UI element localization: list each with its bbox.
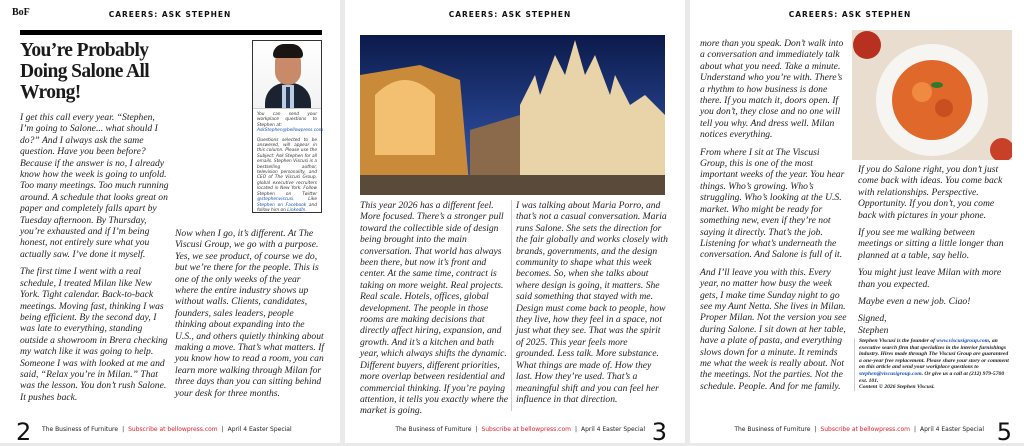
milan-cathedral-photo bbox=[360, 35, 665, 195]
paragraph: You might just leave Milan with more than you expected. bbox=[858, 267, 1002, 290]
paragraph: The first time I went with a real schedule, I treated Milan like New York. Tight calendar. Back-to-back meetings. Moving fast, thinking I was being efficient. By the second day, I was late to everything, standing outside a showroom in Brera checking my watch like it was going to help. Someone I was with looked at me and said, “Relax you’re in Milan.” That was the lesson. You don’t rush Salone. It pushes back. bbox=[20, 266, 168, 403]
page-number: 3 bbox=[651, 418, 667, 446]
bof-logo: BoF bbox=[12, 7, 30, 18]
section-header: CAREERS: ASK STEPHEN bbox=[448, 10, 572, 19]
column-1 bbox=[20, 112, 170, 409]
twitter-link[interactable]: @stephenviscusi. bbox=[257, 197, 295, 203]
paragraph: Maybe even a new job. Ciao! bbox=[858, 296, 971, 308]
paragraph: If you do Salone right, you don’t just come back with ideas. You come back with relationships. Perspective. Opportunity. If you don’t, you come back with pictures in your phone. bbox=[858, 164, 1003, 221]
column-2 bbox=[175, 228, 325, 405]
section-header: CAREERS: ASK STEPHEN bbox=[788, 10, 912, 19]
page-number: 2 bbox=[16, 418, 32, 446]
stephen-email-link[interactable]: stephen@viscusigroup.com bbox=[859, 370, 922, 377]
footer: The Business of Furniture | Subscribe at bellowpress.com | April 4 Easter Special bbox=[734, 426, 984, 433]
paragraph: I get this call every year. “Stephen, I’m going to Salone... what should I do?” And I always ask the same question. Have you been before? Because if the answer is no, I already know how the week is going to unfold. Too many meetings. Too much running around. A schedule that looks great on paper and completely falls apart by Tuesday afternoon. By Thursday, you’re exhausted and if I’m being honest, not entirely sure what you actually saw. I’ve done it myself. bbox=[20, 112, 169, 260]
facebook-link[interactable]: Stephen on Facebook bbox=[257, 202, 307, 208]
paragraph: From where I sit at The Viscusi Group, this is one of the most important weeks of the year. You hear things. Who’s growing. Who’s struggling. Who’s looking at the U.S. market. Who might be ready for something new, even if they’re not saying it directly. That’s the job. Listening for what’s underneath the conversation. And Salone is full of it. bbox=[700, 146, 845, 261]
column-1 bbox=[360, 200, 510, 423]
paragraph: I was talking about Maria Porro, and that’s not a casual conversation. Maria runs Salone. She sets the direction for the fair globally and works closely with brands, governments, and the design community to shape what this week becomes. So, when she talks about where design is going, it matters. She said something that stayed with me. Design must come back to people, how they live, how they feel in a space, not just what they see. That was the spirit of 2025. This year feels more grounded. Less talk. More substance. What things are made of. How they last. How they’re used. That’s a meaningful shift and you can feel her influence in that direction. bbox=[516, 200, 668, 405]
signoff: Signed, Stephen bbox=[858, 313, 889, 336]
paragraph: If you see me walking between meetings or sitting a little longer than planned at a table, say hello. bbox=[858, 227, 1004, 261]
header-rule bbox=[20, 30, 322, 35]
page-3 bbox=[345, 0, 685, 446]
paragraph: And I’ll leave you with this. Every year, no matter how busy the week gets, I make time Sunday night to go see my Aunt Netta. She lives in Milan. Proper Milan. Not the version you see during Salone. I sit down at her table, have a plate of pasta, and everything slows down for a minute. It reminds me what the week is really about. Not the meetings. Not the parties. Not the schedule. People. And for me family. bbox=[700, 266, 847, 392]
paragraph: Now when I go, it’s different. At The Viscusi Group, we go with a purpose. Yes, we see product, of course we do, but we’re there for the people. This is one of the only weeks of the year where the entire industry shows up without walls. Clients, candidates, founders, sales leaders, people thinking about expanding into the U.S., and others quietly thinking about making a move. That’s what matters. If you know how to read a room, you can learn more walking through Milan for three days than you can sitting behind your desk for three months. bbox=[175, 228, 325, 399]
linkedin-link[interactable]: LinkedIn. bbox=[287, 207, 307, 213]
page-2 bbox=[0, 0, 340, 446]
subscribe-link[interactable]: Subscribe at bellowpress.com bbox=[481, 426, 571, 433]
paragraph: This year 2026 has a different feel. More focused. There’s a stronger pull toward the collectible side of design being brought into the main conversation. That world has always been there, but now it’s front and center. At the same time, contract is taking on more weight. Real projects. Real scale. Hotels, offices, global development. The people in those rooms are making decisions that directly affect hiring, expansion, and growth. And it’s a kitchen and bath year, which always shifts the dynamic. Different buyers, different priorities, more overlap between residential and commercial thinking. If you’re paying attention, it tells you exactly where the market is going. bbox=[360, 200, 509, 417]
column-1 bbox=[700, 38, 848, 398]
footer: The Business of Furniture | Subscribe at bellowpress.com | April 4 Easter Special bbox=[42, 426, 292, 433]
author-photo bbox=[253, 41, 321, 109]
page-5 bbox=[690, 0, 1024, 446]
column-2 bbox=[858, 164, 1008, 342]
page-number: 5 bbox=[996, 418, 1012, 446]
subscribe-link[interactable]: Subscribe at bellowpress.com bbox=[128, 426, 218, 433]
section-header: CAREERS: ASK STEPHEN bbox=[108, 10, 232, 19]
sidebar-text: You can send your workplace questions to Stephen at: AskStephen@bellowpress.com Questions selected to be answered, will appear in this column. Please use the Subject: Ask Stephen for all emails. Stephen Viscusi is a bestselling author, television personality, and CEO of The Viscusi Group, global executive recruiters located in New York. Follow Stephen on Twitter @stephenviscusi. Like Stephen on Facebook and follow him on LinkedIn. bbox=[257, 112, 323, 213]
paragraph: more than you speak. Don’t walk into a conversation and immediately talk about what you need. Take a minute. Understand who you’re with. There’s a rhythm to how business is done there. If you match it, doors open. If you don’t, they close and no one will tell you why. And dress well. Milan notices everything. bbox=[700, 38, 844, 141]
pasta-photo bbox=[852, 30, 1012, 160]
ask-stephen-email-link[interactable]: AskStephen@bellowpress.com bbox=[257, 128, 323, 134]
subscribe-link[interactable]: Subscribe at bellowpress.com bbox=[820, 426, 910, 433]
viscusi-website-link[interactable]: www.viscusigroup.com bbox=[936, 338, 990, 344]
column-2 bbox=[511, 200, 668, 411]
footer: The Business of Furniture | Subscribe at bellowpress.com | April 4 Easter Special bbox=[395, 426, 645, 433]
article-title: You’re Probably Doing Salone All Wrong! bbox=[20, 40, 150, 103]
author-sidebar bbox=[252, 40, 322, 213]
author-bio: Stephen Viscusi is the founder of www.viscusigroup.com, an executive search firm that specializes in the interior furnishings industry. Hires made through The Viscusi Group are guaranteed a one-year free replacement. Please share your story or comment on this article and send your workplace questions to stephen@viscusigroup.com. Or give us a call at (212) 979-5700 ext. 101. Content © 2026 Stephen Viscusi. bbox=[854, 338, 1012, 391]
